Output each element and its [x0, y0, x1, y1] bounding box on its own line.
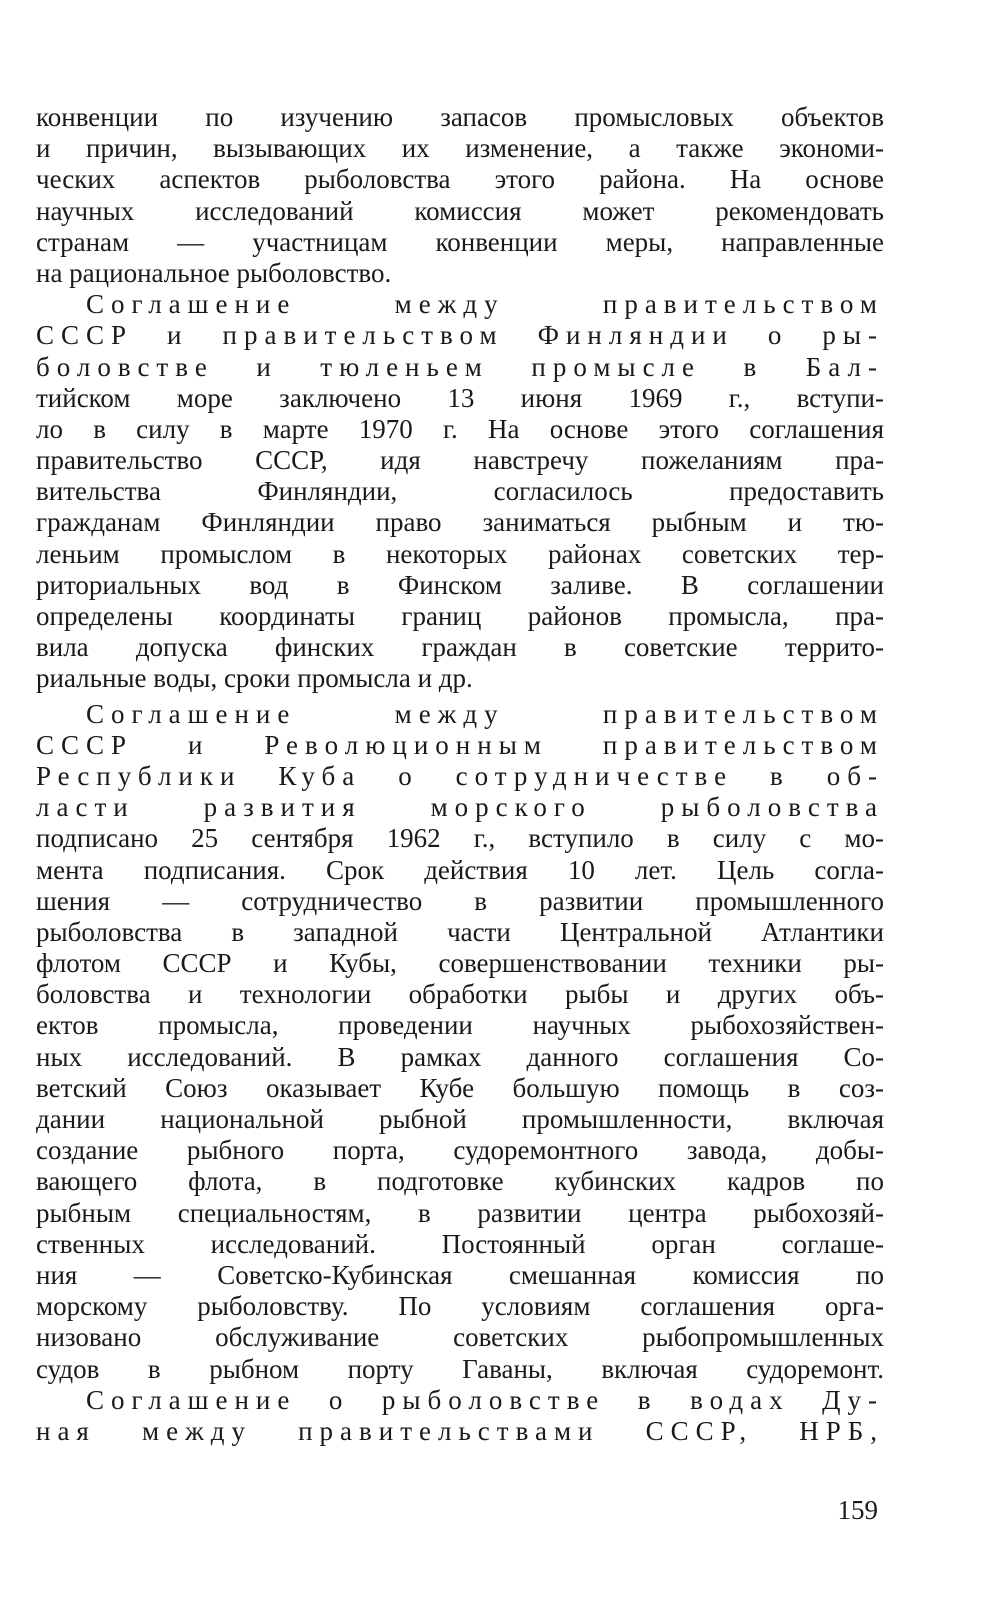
- text-line: вающего флота, в подготовке кубинских кадров по: [36, 1166, 884, 1197]
- text-line: Республики Куба о сотрудничестве в об-: [36, 760, 884, 791]
- text-line: Соглашение между правительством: [86, 698, 884, 729]
- text-line: риториальных вод в Финском заливе. В соглашении: [36, 569, 884, 600]
- text-line: ветский Союз оказывает Кубе большую помощь в соз-: [36, 1072, 884, 1103]
- text-line: риальные воды, сроки промысла и др.: [36, 663, 473, 694]
- text-line: конвенции по изучению запасов промысловых объектов: [36, 102, 884, 132]
- text-line: тийском море заключено 13 июня 1969 г., вступи-: [36, 382, 884, 413]
- text-line: шения — сотрудничество в развитии промышленного: [36, 885, 884, 916]
- text-line: ная между правительствами СССР, НРБ,: [36, 1415, 884, 1446]
- text-line: судов в рыбном порту Гаваны, включая судоремонт.: [36, 1353, 884, 1384]
- page-number: 159: [837, 1495, 878, 1525]
- text-line: ласти развития морского рыболовства: [36, 792, 884, 823]
- text-line: на рациональное рыболовство.: [36, 257, 392, 288]
- text-line: подписано 25 сентября 1962 г., вступило в силу с мо-: [36, 823, 884, 854]
- text-line: боловства и технологии обработки рыбы и других объ-: [36, 979, 884, 1010]
- text-line: и причин, вызывающих их изменение, а также экономи-: [36, 133, 884, 164]
- text-line: морскому рыболовству. По условиям соглашения орга-: [36, 1291, 884, 1322]
- text-line: леньим промыслом в некоторых районах советских тер-: [36, 538, 884, 569]
- text-line: вительства Финляндии, согласилось предоставить: [36, 476, 884, 507]
- body-text: [36, 102, 884, 1447]
- text-line: гражданам Финляндии право заниматься рыбным и тю-: [36, 507, 884, 538]
- text-line: мента подписания. Срок действия 10 лет. Цель согла-: [36, 854, 884, 885]
- text-line: ектов промысла, проведении научных рыбохозяйствен-: [36, 1010, 884, 1041]
- text-line: рыбным специальностям, в развитии центра рыбохозяй-: [36, 1197, 884, 1228]
- text-line: ческих аспектов рыболовства этого района. На основе: [36, 164, 884, 195]
- text-line: ственных исследований. Постоянный орган соглаше-: [36, 1228, 884, 1259]
- text-line: Соглашение между правительством: [86, 289, 884, 320]
- text-line: ния — Советско-Кубинская смешанная комиссия по: [36, 1259, 884, 1290]
- text-line: дании национальной рыбной промышленности, включая: [36, 1104, 884, 1134]
- text-line: ло в силу в марте 1970 г. На основе этого соглашения: [36, 413, 884, 444]
- text-line: рыболовства в западной части Центральной Атлантики: [36, 916, 884, 947]
- text-line: боловстве и тюленьем промысле в Бал-: [36, 351, 884, 382]
- text-line: создание рыбного порта, судоремонтного завода, добы-: [36, 1135, 884, 1166]
- text-line: вила допуска финских граждан в советские террито-: [36, 632, 884, 663]
- text-line: низовано обслуживание советских рыбопромышленных: [36, 1322, 884, 1353]
- text-line: флотом СССР и Кубы, совершенствовании техники ры-: [36, 948, 884, 979]
- text-line: Соглашение о рыболовстве в водах Ду-: [86, 1384, 884, 1415]
- paragraph-4: [36, 1385, 884, 1447]
- text-line: СССР и Революционным правительством: [36, 729, 884, 760]
- paragraph-3: [36, 699, 884, 1385]
- text-line: ных исследований. В рамках данного соглашения Со-: [36, 1041, 884, 1072]
- text-line: странам — участницам конвенции меры, направленные: [36, 226, 884, 257]
- paragraph-2: [36, 289, 884, 694]
- text-line: СССР и правительством Финляндии о ры-: [36, 320, 884, 351]
- paragraph-1: [36, 102, 884, 289]
- text-line: правительство СССР, идя навстречу пожеланиям пра-: [36, 445, 884, 476]
- text-line: определены координаты границ районов промысла, пра-: [36, 601, 884, 631]
- text-line: научных исследований комиссия может рекомендовать: [36, 195, 884, 226]
